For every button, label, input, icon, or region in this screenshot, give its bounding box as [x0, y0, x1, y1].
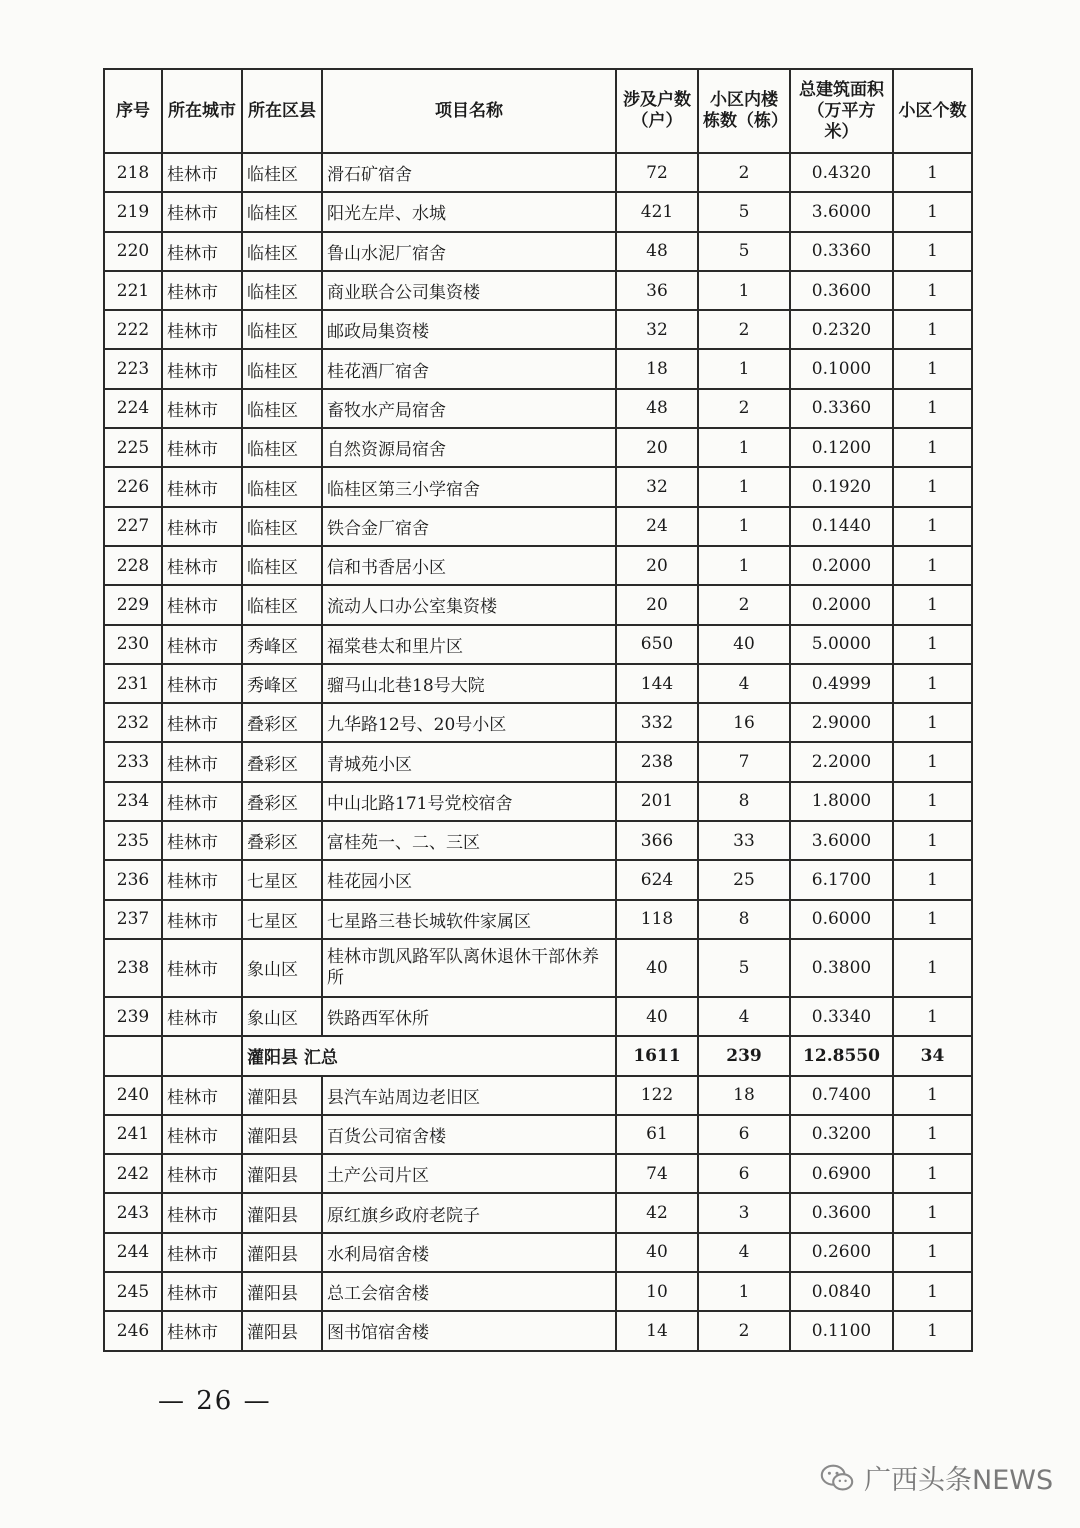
table-row [104, 428, 972, 467]
table-row [104, 192, 972, 231]
district-cell: 秀峰区 [242, 664, 322, 703]
project-name-cell: 图书馆宿舍楼 [322, 1311, 616, 1350]
area-cell: 0.4999 [790, 664, 893, 703]
households-cell: 40 [616, 997, 698, 1036]
district-cell: 秀峰区 [242, 625, 322, 664]
city-cell: 桂林市 [162, 1272, 242, 1311]
buildings-cell: 1 [698, 428, 790, 467]
area-cell: 2.9000 [790, 703, 893, 742]
table-row [104, 625, 972, 664]
project-name-cell: 福棠巷太和里片区 [322, 625, 616, 664]
city-cell: 桂林市 [162, 1076, 242, 1115]
households-cell: 624 [616, 860, 698, 899]
project-name-cell: 九华路12号、20号小区 [322, 703, 616, 742]
row-number-cell: 221 [104, 271, 162, 310]
buildings-cell: 8 [698, 900, 790, 939]
area-cell: 0.6900 [790, 1154, 893, 1193]
households-cell: 332 [616, 703, 698, 742]
households-cell: 48 [616, 389, 698, 428]
district-cell: 临桂区 [242, 546, 322, 585]
buildings-cell: 1 [698, 271, 790, 310]
row-number-cell: 220 [104, 232, 162, 271]
project-name-cell: 桂花酒厂宿舍 [322, 349, 616, 388]
city-cell: 桂林市 [162, 1154, 242, 1193]
row-number-cell: 230 [104, 625, 162, 664]
city-cell: 桂林市 [162, 821, 242, 860]
city-cell: 桂林市 [162, 1193, 242, 1232]
city-cell: 桂林市 [162, 939, 242, 997]
buildings-cell: 3 [698, 1193, 790, 1232]
table-row [104, 349, 972, 388]
project-name-cell: 临桂区第三小学宿舍 [322, 467, 616, 506]
community-count-cell: 1 [893, 546, 972, 585]
project-name-cell: 青城苑小区 [322, 742, 616, 781]
city-cell: 桂林市 [162, 782, 242, 821]
district-cell: 临桂区 [242, 310, 322, 349]
buildings-cell: 5 [698, 192, 790, 231]
project-name-cell: 中山北路171号党校宿舍 [322, 782, 616, 821]
city-cell: 桂林市 [162, 467, 242, 506]
table-row [104, 900, 972, 939]
district-cell: 灌阳县 [242, 1311, 322, 1350]
row-number-cell: 218 [104, 153, 162, 192]
row-number-cell: 226 [104, 467, 162, 506]
community-count-cell: 1 [893, 1193, 972, 1232]
area-cell: 0.3600 [790, 1193, 893, 1232]
project-name-cell: 滑石矿宿舍 [322, 153, 616, 192]
community-count-cell: 1 [893, 900, 972, 939]
buildings-cell: 7 [698, 742, 790, 781]
community-count-cell: 1 [893, 782, 972, 821]
community-count-cell: 1 [893, 585, 972, 624]
city-cell: 桂林市 [162, 664, 242, 703]
community-count-cell: 1 [893, 1115, 972, 1154]
project-name-cell: 铁路西军休所 [322, 997, 616, 1036]
watermark-text: 广西头条NEWS [864, 1465, 1054, 1496]
row-number-cell: 238 [104, 939, 162, 997]
district-cell: 叠彩区 [242, 782, 322, 821]
area-cell: 0.2600 [790, 1233, 893, 1272]
row-number-cell: 228 [104, 546, 162, 585]
district-cell: 叠彩区 [242, 703, 322, 742]
area-cell: 1.8000 [790, 782, 893, 821]
buildings-cell: 1 [698, 507, 790, 546]
project-name-cell: 桂花园小区 [322, 860, 616, 899]
community-count-cell: 1 [893, 742, 972, 781]
district-cell: 临桂区 [242, 428, 322, 467]
district-cell: 灌阳县 [242, 1272, 322, 1311]
buildings-cell: 40 [698, 625, 790, 664]
district-cell: 象山区 [242, 939, 322, 997]
project-name-cell: 骝马山北巷18号大院 [322, 664, 616, 703]
community-count-cell: 1 [893, 860, 972, 899]
city-cell: 桂林市 [162, 1115, 242, 1154]
area-cell: 6.1700 [790, 860, 893, 899]
area-cell: 0.1000 [790, 349, 893, 388]
subtotal-label-cell: 灌阳县 汇总 [242, 1036, 616, 1075]
households-cell: 14 [616, 1311, 698, 1350]
table-row [104, 1154, 972, 1193]
data-table [103, 68, 973, 1352]
table-row [104, 310, 972, 349]
project-name-cell: 流动人口办公室集资楼 [322, 585, 616, 624]
table-row [104, 153, 972, 192]
district-cell: 灌阳县 [242, 1193, 322, 1232]
table-row [104, 1115, 972, 1154]
project-name-cell: 阳光左岸、水城 [322, 192, 616, 231]
row-number-cell: 242 [104, 1154, 162, 1193]
households-cell: 421 [616, 192, 698, 231]
buildings-cell: 1 [698, 1272, 790, 1311]
area-cell: 0.1920 [790, 467, 893, 506]
table-row [104, 821, 972, 860]
district-cell: 临桂区 [242, 389, 322, 428]
community-count-cell: 1 [893, 310, 972, 349]
community-count-cell: 1 [893, 1272, 972, 1311]
district-cell: 临桂区 [242, 192, 322, 231]
project-name-cell: 商业联合公司集资楼 [322, 271, 616, 310]
households-cell: 18 [616, 349, 698, 388]
community-count-cell: 1 [893, 192, 972, 231]
district-cell: 灌阳县 [242, 1115, 322, 1154]
households-cell: 36 [616, 271, 698, 310]
city-cell: 桂林市 [162, 389, 242, 428]
district-cell: 叠彩区 [242, 821, 322, 860]
table-row [104, 1076, 972, 1115]
row-number-cell: 236 [104, 860, 162, 899]
district-cell: 临桂区 [242, 232, 322, 271]
row-number-cell: 224 [104, 389, 162, 428]
households-cell: 72 [616, 153, 698, 192]
community-count-cell: 1 [893, 1233, 972, 1272]
households-cell: 144 [616, 664, 698, 703]
buildings-cell: 2 [698, 389, 790, 428]
table-row [104, 939, 972, 997]
area-cell: 0.3800 [790, 939, 893, 997]
households-cell: 32 [616, 310, 698, 349]
city-cell: 桂林市 [162, 900, 242, 939]
households-cell: 201 [616, 782, 698, 821]
buildings-cell: 8 [698, 782, 790, 821]
city-cell: 桂林市 [162, 310, 242, 349]
households-cell: 118 [616, 900, 698, 939]
project-name-cell: 鲁山水泥厂宿舍 [322, 232, 616, 271]
table-row [104, 232, 972, 271]
area-cell: 0.2000 [790, 546, 893, 585]
community-count-cell: 1 [893, 1311, 972, 1350]
district-cell: 临桂区 [242, 585, 322, 624]
buildings-cell: 4 [698, 1233, 790, 1272]
households-cell: 61 [616, 1115, 698, 1154]
page-number: — 26 — [158, 1386, 272, 1416]
area-cell: 0.3360 [790, 232, 893, 271]
community-count-cell: 1 [893, 997, 972, 1036]
wechat-icon [818, 1459, 856, 1497]
community-count-cell: 1 [893, 1076, 972, 1115]
header-cell: 涉及户数（户） [616, 69, 698, 153]
project-name-cell: 铁合金厂宿舍 [322, 507, 616, 546]
project-name-cell: 原红旗乡政府老院子 [322, 1193, 616, 1232]
community-count-cell: 1 [893, 664, 972, 703]
buildings-cell: 6 [698, 1115, 790, 1154]
city-cell: 桂林市 [162, 349, 242, 388]
city-cell: 桂林市 [162, 1311, 242, 1350]
households-cell: 40 [616, 1233, 698, 1272]
community-count-cell: 1 [893, 625, 972, 664]
buildings-cell: 25 [698, 860, 790, 899]
area-cell: 0.1100 [790, 1311, 893, 1350]
table-row [104, 389, 972, 428]
city-cell: 桂林市 [162, 428, 242, 467]
households-cell: 122 [616, 1076, 698, 1115]
project-name-cell: 七星路三巷长城软件家属区 [322, 900, 616, 939]
community-count-cell: 1 [893, 507, 972, 546]
district-cell: 临桂区 [242, 507, 322, 546]
households-cell: 40 [616, 939, 698, 997]
households-cell: 20 [616, 546, 698, 585]
city-cell: 桂林市 [162, 585, 242, 624]
project-name-cell: 桂林市凯风路军队离休退休干部休养所 [322, 939, 616, 997]
households-cell: 20 [616, 585, 698, 624]
area-cell: 0.1440 [790, 507, 893, 546]
buildings-cell: 6 [698, 1154, 790, 1193]
district-cell: 叠彩区 [242, 742, 322, 781]
community-count-cell: 34 [893, 1036, 972, 1075]
project-name-cell: 富桂苑一、二、三区 [322, 821, 616, 860]
table-row [104, 271, 972, 310]
district-cell: 临桂区 [242, 153, 322, 192]
district-cell: 临桂区 [242, 271, 322, 310]
area-cell: 0.6000 [790, 900, 893, 939]
buildings-cell: 4 [698, 997, 790, 1036]
row-number-cell: 241 [104, 1115, 162, 1154]
households-cell: 74 [616, 1154, 698, 1193]
city-cell: 桂林市 [162, 271, 242, 310]
district-cell: 七星区 [242, 860, 322, 899]
buildings-cell: 33 [698, 821, 790, 860]
community-count-cell: 1 [893, 349, 972, 388]
area-cell: 0.0840 [790, 1272, 893, 1311]
header-cell: 小区个数 [893, 69, 972, 153]
area-cell: 0.3600 [790, 271, 893, 310]
households-cell: 366 [616, 821, 698, 860]
table-body [104, 153, 972, 1351]
area-cell: 0.7400 [790, 1076, 893, 1115]
area-cell: 0.2320 [790, 310, 893, 349]
row-number-cell: 235 [104, 821, 162, 860]
buildings-cell: 2 [698, 153, 790, 192]
watermark [818, 1458, 1053, 1497]
households-cell: 48 [616, 232, 698, 271]
table-row [104, 1233, 972, 1272]
district-cell: 象山区 [242, 997, 322, 1036]
table-row [104, 467, 972, 506]
header-cell: 小区内楼栋数（栋） [698, 69, 790, 153]
header-cell: 总建筑面积（万平方米） [790, 69, 893, 153]
buildings-cell: 2 [698, 310, 790, 349]
households-cell: 42 [616, 1193, 698, 1232]
table-row [104, 703, 972, 742]
households-cell: 650 [616, 625, 698, 664]
community-count-cell: 1 [893, 939, 972, 997]
area-cell: 3.6000 [790, 821, 893, 860]
header-cell: 序号 [104, 69, 162, 153]
area-cell: 0.2000 [790, 585, 893, 624]
community-count-cell: 1 [893, 821, 972, 860]
row-number-cell: 227 [104, 507, 162, 546]
city-cell: 桂林市 [162, 507, 242, 546]
area-cell: 12.8550 [790, 1036, 893, 1075]
subtotal-row [104, 1036, 972, 1075]
project-name-cell: 水利局宿舍楼 [322, 1233, 616, 1272]
buildings-cell: 16 [698, 703, 790, 742]
households-cell: 238 [616, 742, 698, 781]
header-cell: 项目名称 [322, 69, 616, 153]
row-number-cell: 229 [104, 585, 162, 624]
row-number-cell: 223 [104, 349, 162, 388]
table-row [104, 742, 972, 781]
table-row [104, 507, 972, 546]
table-row [104, 1193, 972, 1232]
city-cell: 桂林市 [162, 192, 242, 231]
district-cell: 灌阳县 [242, 1076, 322, 1115]
row-number-cell: 237 [104, 900, 162, 939]
area-cell: 3.6000 [790, 192, 893, 231]
table-row [104, 782, 972, 821]
area-cell: 0.3200 [790, 1115, 893, 1154]
community-count-cell: 1 [893, 271, 972, 310]
area-cell: 0.4320 [790, 153, 893, 192]
buildings-cell: 239 [698, 1036, 790, 1075]
project-name-cell: 自然资源局宿舍 [322, 428, 616, 467]
buildings-cell: 5 [698, 232, 790, 271]
households-cell: 10 [616, 1272, 698, 1311]
city-cell: 桂林市 [162, 546, 242, 585]
row-number-cell: 240 [104, 1076, 162, 1115]
row-number-cell: 244 [104, 1233, 162, 1272]
households-cell: 20 [616, 428, 698, 467]
households-cell: 24 [616, 507, 698, 546]
city-cell: 桂林市 [162, 860, 242, 899]
table-row [104, 1311, 972, 1350]
community-count-cell: 1 [893, 703, 972, 742]
city-cell: 桂林市 [162, 742, 242, 781]
city-cell: 桂林市 [162, 997, 242, 1036]
project-name-cell: 土产公司片区 [322, 1154, 616, 1193]
city-cell: 桂林市 [162, 625, 242, 664]
row-number-cell: 234 [104, 782, 162, 821]
project-name-cell: 邮政局集资楼 [322, 310, 616, 349]
table-row [104, 664, 972, 703]
table-row [104, 860, 972, 899]
row-number-cell: 243 [104, 1193, 162, 1232]
city-cell: 桂林市 [162, 153, 242, 192]
row-number-cell: 246 [104, 1311, 162, 1350]
project-name-cell: 百货公司宿舍楼 [322, 1115, 616, 1154]
buildings-cell: 2 [698, 585, 790, 624]
row-number-cell: 231 [104, 664, 162, 703]
community-count-cell: 1 [893, 389, 972, 428]
area-cell: 0.1200 [790, 428, 893, 467]
area-cell: 0.3360 [790, 389, 893, 428]
project-name-cell: 县汽车站周边老旧区 [322, 1076, 616, 1115]
table-row [104, 585, 972, 624]
area-cell: 0.3340 [790, 997, 893, 1036]
row-number-cell [104, 1036, 162, 1075]
header-cell: 所在城市 [162, 69, 242, 153]
area-cell: 2.2000 [790, 742, 893, 781]
district-cell: 临桂区 [242, 349, 322, 388]
district-cell: 灌阳县 [242, 1154, 322, 1193]
community-count-cell: 1 [893, 428, 972, 467]
buildings-cell: 1 [698, 349, 790, 388]
row-number-cell: 239 [104, 997, 162, 1036]
community-count-cell: 1 [893, 153, 972, 192]
community-count-cell: 1 [893, 232, 972, 271]
header-cell: 所在区县 [242, 69, 322, 153]
table-row [104, 1272, 972, 1311]
district-cell: 灌阳县 [242, 1233, 322, 1272]
table-row [104, 997, 972, 1036]
table-row [104, 546, 972, 585]
row-number-cell: 222 [104, 310, 162, 349]
city-cell: 桂林市 [162, 1233, 242, 1272]
area-cell: 5.0000 [790, 625, 893, 664]
row-number-cell: 225 [104, 428, 162, 467]
buildings-cell: 18 [698, 1076, 790, 1115]
row-number-cell: 245 [104, 1272, 162, 1311]
project-name-cell: 信和书香居小区 [322, 546, 616, 585]
table-header-row [104, 69, 972, 153]
buildings-cell: 1 [698, 467, 790, 506]
community-count-cell: 1 [893, 1154, 972, 1193]
households-cell: 1611 [616, 1036, 698, 1075]
row-number-cell: 232 [104, 703, 162, 742]
row-number-cell: 233 [104, 742, 162, 781]
buildings-cell: 5 [698, 939, 790, 997]
district-cell: 七星区 [242, 900, 322, 939]
households-cell: 32 [616, 467, 698, 506]
city-cell [162, 1036, 242, 1075]
community-count-cell: 1 [893, 467, 972, 506]
project-name-cell: 畜牧水产局宿舍 [322, 389, 616, 428]
buildings-cell: 1 [698, 546, 790, 585]
district-cell: 临桂区 [242, 467, 322, 506]
buildings-cell: 2 [698, 1311, 790, 1350]
city-cell: 桂林市 [162, 232, 242, 271]
project-name-cell: 总工会宿舍楼 [322, 1272, 616, 1311]
buildings-cell: 4 [698, 664, 790, 703]
row-number-cell: 219 [104, 192, 162, 231]
city-cell: 桂林市 [162, 703, 242, 742]
